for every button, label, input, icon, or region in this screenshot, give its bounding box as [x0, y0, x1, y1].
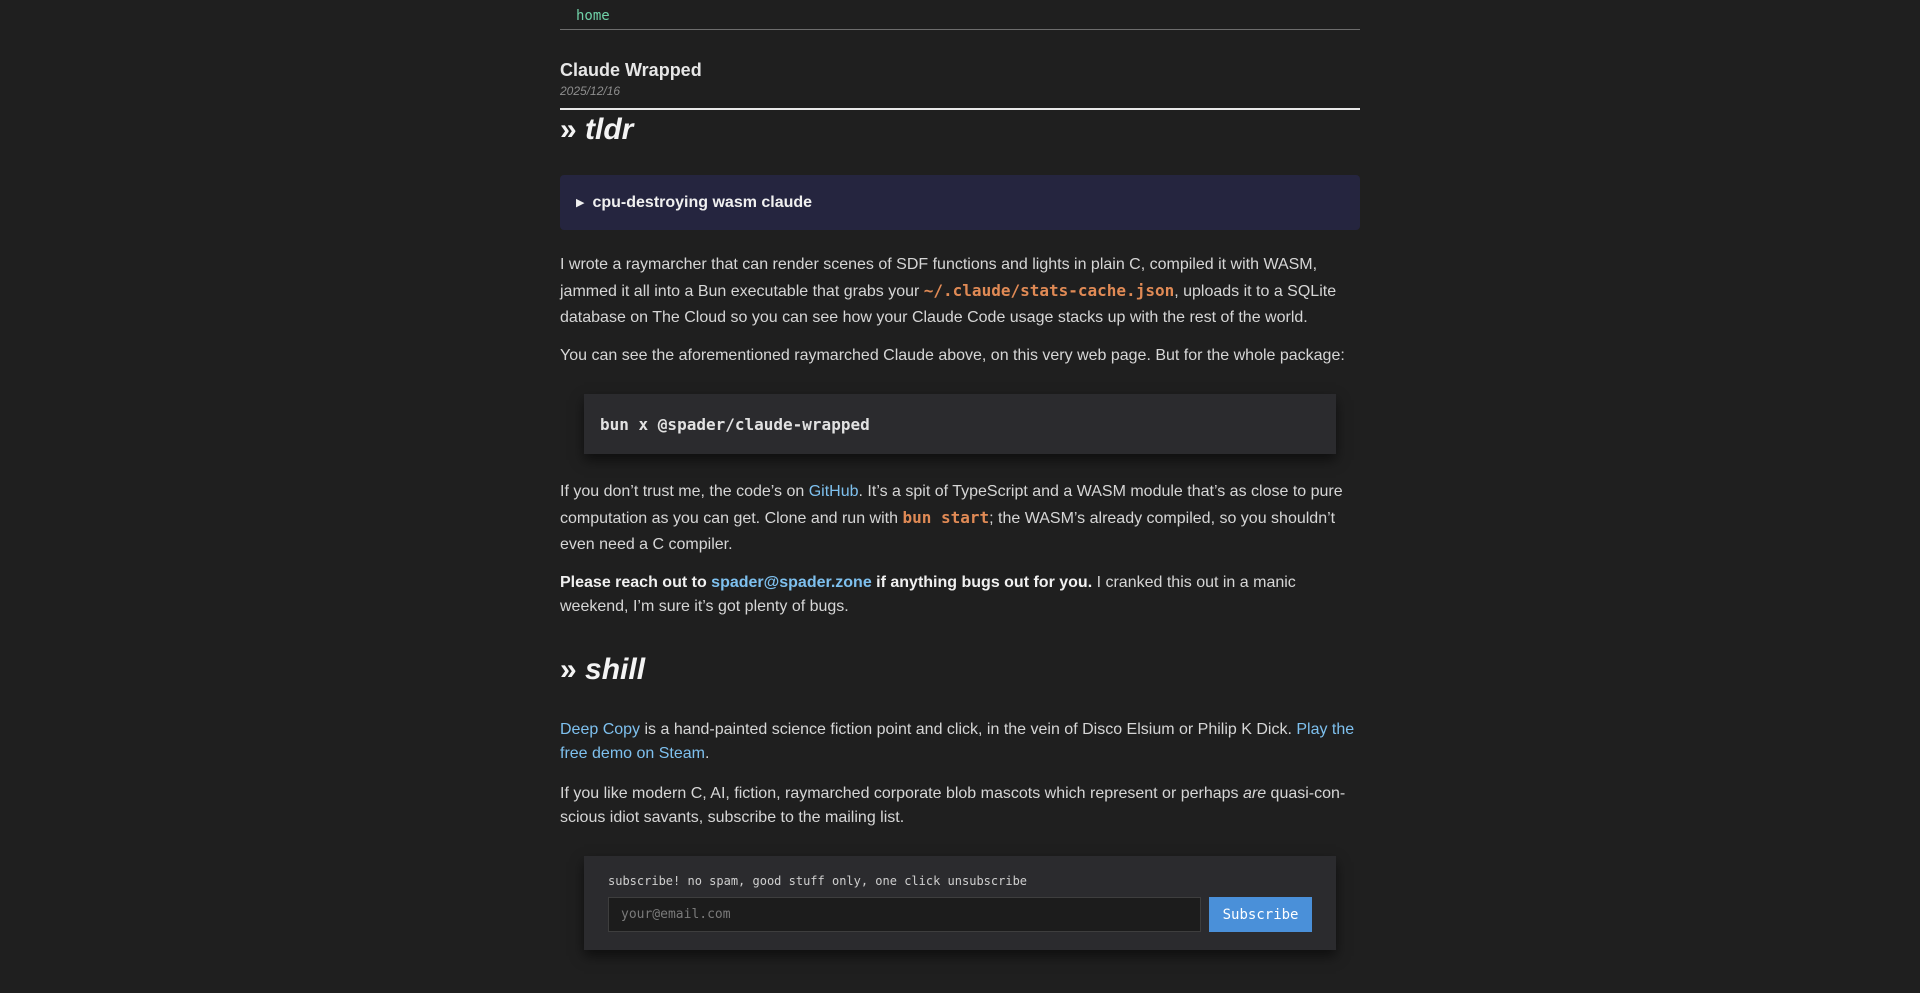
post-header — [560, 30, 1360, 110]
text-run: is a hand-painted science fiction point and click, in the vein of Disco Elsium or Philip K Dick. — [640, 721, 1297, 738]
inline-code-bun-start: bun start — [902, 508, 990, 527]
tldr-heading — [560, 110, 1360, 150]
text-run: If you don’t trust me, the code’s on — [560, 483, 809, 500]
text-run: ; the WASM’s already compiled, so you shouldn’t even need a C compiler. — [560, 510, 1336, 553]
tldr-paragraph-4 — [560, 571, 1360, 619]
deep-copy-link[interactable]: Deep Copy — [560, 721, 641, 738]
github-link[interactable]: GitHub — [808, 483, 859, 500]
shill-heading — [560, 650, 1360, 690]
text-run: quasi-con-scious idiot savants, subscribe to the mailing list. — [560, 785, 1346, 826]
subscribe-form — [584, 856, 1336, 950]
text-run: Please reach out to — [560, 574, 712, 591]
subscribe-prompt: subscribe! no spam, good stuff only, one click unsubscribe — [608, 874, 1028, 888]
text-run: If you like modern C, AI, fiction, raymarched corporate blob mascots which represent or perhaps — [560, 785, 1243, 802]
details-summary: cpu-destroying wasm claude — [592, 193, 813, 211]
subscribe-button[interactable]: Subscribe — [1209, 897, 1312, 932]
top-nav — [560, 0, 1360, 30]
shill-paragraph-1 — [560, 718, 1360, 766]
text-run: I cranked this out in a manic weekend, I’m sure it’s got plenty of bugs. — [560, 574, 1296, 615]
text-run: I wrote a raymarcher that can render scenes of SDF functions and lights in plain C, compiled it with WASM, jammed it all into a Bun executable that grabs your — [560, 256, 1318, 300]
post-date: 2025/12/16 — [560, 84, 621, 98]
text-run: , uploads it to a SQLite database on The Cloud so you can see how your Claude Code usage stacks up with the rest of the world. — [560, 283, 1337, 326]
post-title: Claude Wrapped — [560, 60, 702, 80]
emphasis-are: are — [1242, 785, 1267, 802]
email-input[interactable] — [608, 897, 1201, 932]
tldr-paragraph-3 — [560, 479, 1360, 558]
details-toggle[interactable] — [560, 175, 1360, 230]
text-run: if anything bugs out for you. — [871, 574, 1093, 591]
steam-demo-link[interactable]: Play the free demo on Steam — [560, 721, 1355, 762]
shill-heading-text: shill — [585, 653, 646, 686]
install-command: bun x @spader/claude-wrapped — [600, 414, 870, 434]
tldr-heading-text: tldr — [585, 113, 634, 146]
subscribe-row — [608, 897, 1312, 932]
email-link[interactable]: spader@spader.zone — [711, 574, 872, 591]
disclosure-triangle-icon: ▶ — [576, 197, 585, 209]
nav-home-link[interactable]: home — [576, 8, 610, 24]
tldr-heading-marker: » — [560, 113, 577, 146]
text-run: . It’s a spit of TypeScript and a WASM module that’s as close to pure computation as you can get. Clone and run with — [560, 483, 1343, 527]
text-run: . — [704, 745, 710, 762]
page-container — [560, 0, 1360, 950]
inline-code-stats-cache: ~/.claude/stats-cache.json — [923, 281, 1175, 300]
tldr-paragraph-1 — [560, 252, 1360, 331]
shill-paragraph-2 — [560, 782, 1360, 830]
shill-heading-marker: » — [560, 653, 577, 686]
code-block — [584, 394, 1336, 454]
contact-strong — [560, 574, 1092, 591]
tldr-paragraph-2: You can see the aforementioned raymarched Claude above, on this very web page. But for the whole package: — [560, 347, 1345, 364]
